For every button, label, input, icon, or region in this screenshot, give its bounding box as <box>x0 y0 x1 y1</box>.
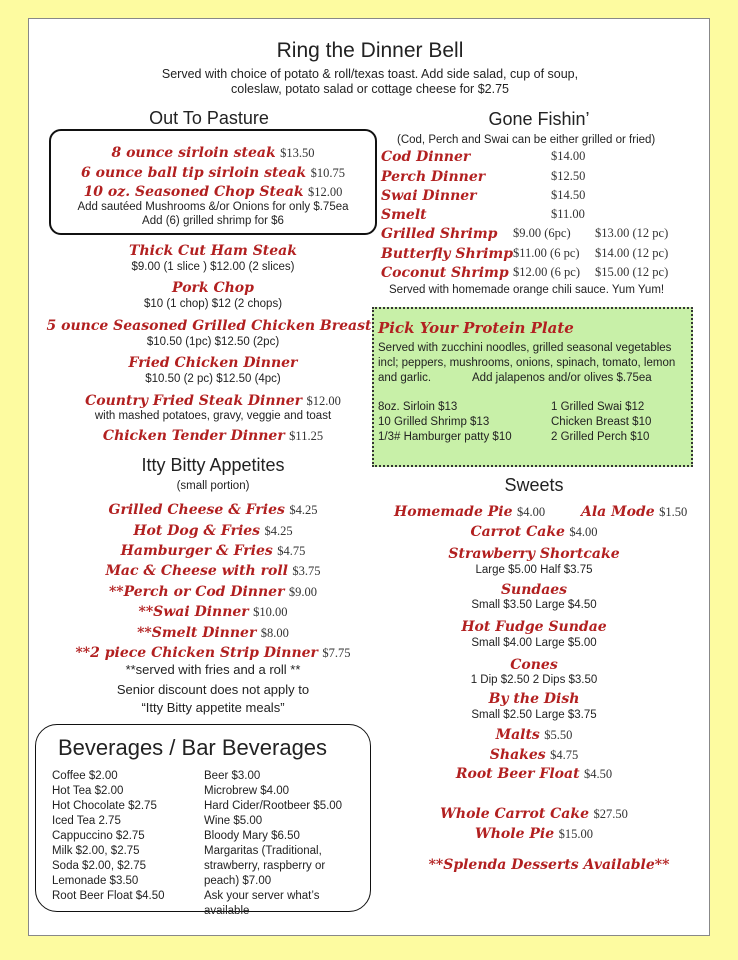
menu-item: Homemade Pie $4.00 <box>394 504 546 520</box>
beverage-item: Cappuccino $2.75 <box>52 830 145 842</box>
menu-item: Cod Dinner $14.00 <box>381 149 586 165</box>
itty-sub: (small portion) <box>176 480 250 492</box>
beverage-item: Margaritas (Traditional, <box>204 845 322 857</box>
itty-note-2: Senior discount does not apply to <box>116 682 310 697</box>
itty-note-3: “Itty Bitty appetite meals” <box>141 700 285 715</box>
beverage-item: available <box>204 905 250 917</box>
item-price: $10.50 (2 pc) $12.50 (4pc) <box>145 373 281 385</box>
menu-item: Chicken Tender Dinner $11.25 <box>102 428 324 444</box>
protein-option: 2 Grilled Perch $10 <box>551 431 650 443</box>
menu-item: Swai Dinner $14.50 <box>381 188 586 204</box>
protein-heading: Pick Your Protein Plate <box>378 319 574 337</box>
splenda-note: **Splenda Desserts Available** <box>428 857 670 873</box>
menu-item: Sundaes <box>500 582 568 598</box>
menu-item: 8 ounce sirloin steak $13.50 <box>111 145 315 161</box>
sweets-heading: Sweets <box>504 475 564 495</box>
sauce-note: Served with homemade orange chili sauce. Yum Yum! <box>389 284 665 296</box>
menu-item: 10 oz. Seasoned Chop Steak $12.00 <box>83 184 343 200</box>
menu-item: 6 ounce ball tip sirloin steak $10.75 <box>81 165 345 181</box>
item-price: $10 (1 chop) $12 (2 chops) <box>143 298 283 310</box>
menu-item: Strawberry Shortcake <box>448 546 620 562</box>
beverage-item: Coffee $2.00 <box>52 770 118 782</box>
beverage-item: Microbrew $4.00 <box>204 785 290 797</box>
menu-item: Cones <box>510 657 558 673</box>
beverage-item: Hard Cider/Rootbeer $5.00 <box>204 800 343 812</box>
itty-note-1: **served with fries and a roll ** <box>125 662 301 677</box>
menu-page <box>28 18 710 936</box>
menu-item: **2 piece Chicken Strip Dinner $7.75 <box>75 645 351 661</box>
menu-title: Ring the Dinner Bell <box>276 39 464 62</box>
menu-item: **Swai Dinner $10.00 <box>138 604 288 620</box>
beverages-box <box>35 724 371 917</box>
box-note-1: Add sautéed Mushrooms &/or Onions for only $.75ea <box>77 201 349 213</box>
menu-item: Malts $5.50 <box>495 727 573 743</box>
menu-item: Ala Mode $1.50 <box>581 504 688 520</box>
beverage-item: Hot Chocolate $2.75 <box>52 800 157 812</box>
menu-item: **Smelt Dinner $8.00 <box>137 625 289 641</box>
menu-item: Perch Dinner $12.50 <box>381 169 586 185</box>
fishin-heading: Gone Fishin’ <box>488 109 590 129</box>
protein-option: Chicken Breast $10 <box>551 416 652 428</box>
menu-item: Root Beer Float $4.50 <box>455 766 613 782</box>
protein-desc-3: and garlic. <box>378 372 432 384</box>
header-subtitle-2: coleslaw, potato salad or cottage cheese for $2.75 <box>231 82 509 96</box>
menu-item: Whole Carrot Cake $27.50 <box>440 806 628 822</box>
beverage-item: strawberry, raspberry or <box>204 860 326 872</box>
beverage-item: Iced Tea 2.75 <box>52 815 121 827</box>
menu-item: By the Dish <box>488 691 580 707</box>
protein-desc-2: incl; peppers, mushrooms, onions, spinach, tomato, lemon <box>378 357 676 369</box>
menu-item: Hot Dog & Fries $4.25 <box>133 523 293 539</box>
menu-item: Coconut Shrimp $12.00 (6 pc) $15.00 (12 pc) <box>381 265 669 281</box>
protein-addon: Add jalapenos and/or olives $.75ea <box>472 372 652 384</box>
menu-item: Country Fried Steak Dinner $12.00 <box>85 393 341 409</box>
pasture-heading: Out To Pasture <box>149 108 269 128</box>
menu-item: Thick Cut Ham Steak <box>129 243 297 259</box>
menu-item: Hamburger & Fries $4.75 <box>120 543 306 559</box>
beverage-item: Ask your server what’s <box>204 890 320 902</box>
item-note: with mashed potatoes, gravy, veggie and toast <box>94 410 332 422</box>
item-price: $10.50 (1pc) $12.50 (2pc) <box>146 336 280 348</box>
menu-item: **Perch or Cod Dinner $9.00 <box>108 584 318 600</box>
beverages-heading: Beverages / Bar Beverages <box>58 735 328 760</box>
menu-item: Grilled Shrimp $9.00 (6pc) $13.00 (12 pc) <box>381 226 669 242</box>
beverage-item: Lemonade $3.50 <box>52 875 139 887</box>
protein-option: 8oz. Sirloin $13 <box>378 401 458 413</box>
menu-item: Whole Pie $15.00 <box>475 826 593 842</box>
menu-item: 5 ounce Seasoned Grilled Chicken Breast <box>46 318 372 334</box>
menu-item: Smelt $11.00 <box>381 207 585 223</box>
menu-item: Carrot Cake $4.00 <box>470 524 598 540</box>
beverage-item: Wine $5.00 <box>204 815 263 827</box>
beverage-item: Hot Tea $2.00 <box>52 785 124 797</box>
beverage-item: peach) $7.00 <box>204 875 272 887</box>
menu-item: Grilled Cheese & Fries $4.25 <box>108 502 318 518</box>
item-price: Large $5.00 Half $3.75 <box>475 564 593 576</box>
beverage-item: Bloody Mary $6.50 <box>204 830 300 842</box>
item-price: 1 Dip $2.50 2 Dips $3.50 <box>470 674 598 686</box>
beverage-item: Beer $3.00 <box>204 770 261 782</box>
beverage-item: Soda $2.00, $2.75 <box>52 860 146 872</box>
menu-item: Mac & Cheese with roll $3.75 <box>105 563 321 579</box>
box-note-2: Add (6) grilled shrimp for $6 <box>142 215 284 227</box>
menu-item: Pork Chop <box>172 280 254 296</box>
beverage-item: Root Beer Float $4.50 <box>52 890 165 902</box>
item-price: $9.00 (1 slice ) $12.00 (2 slices) <box>131 261 295 273</box>
item-price: Small $2.50 Large $3.75 <box>471 709 597 721</box>
beverage-item: Milk $2.00, $2.75 <box>52 845 140 857</box>
protein-option: 10 Grilled Shrimp $13 <box>378 416 490 428</box>
item-price: Small $3.50 Large $4.50 <box>471 599 597 611</box>
fishin-note: (Cod, Perch and Swai can be either grilled or fried) <box>397 134 656 146</box>
itty-heading: Itty Bitty Appetites <box>141 455 285 475</box>
menu-item: Fried Chicken Dinner <box>128 355 298 371</box>
protein-option: 1/3# Hamburger patty $10 <box>378 431 512 443</box>
item-price: Small $4.00 Large $5.00 <box>471 637 597 649</box>
protein-option: 1 Grilled Swai $12 <box>551 401 645 413</box>
beverages-right-list <box>204 769 342 919</box>
protein-desc-1: Served with zucchini noodles, grilled seasonal vegetables <box>378 342 672 354</box>
beverages-left-list <box>52 769 165 904</box>
menu-item: Hot Fudge Sundae <box>461 619 607 635</box>
header-subtitle-1: Served with choice of potato & roll/texas toast. Add side salad, cup of soup, <box>161 67 579 81</box>
menu-item: Shakes $4.75 <box>489 747 579 763</box>
menu-item: Butterfly Shrimp $11.00 (6 pc) $14.00 (12 pc) <box>381 246 669 262</box>
protein-plate-box <box>372 307 693 467</box>
